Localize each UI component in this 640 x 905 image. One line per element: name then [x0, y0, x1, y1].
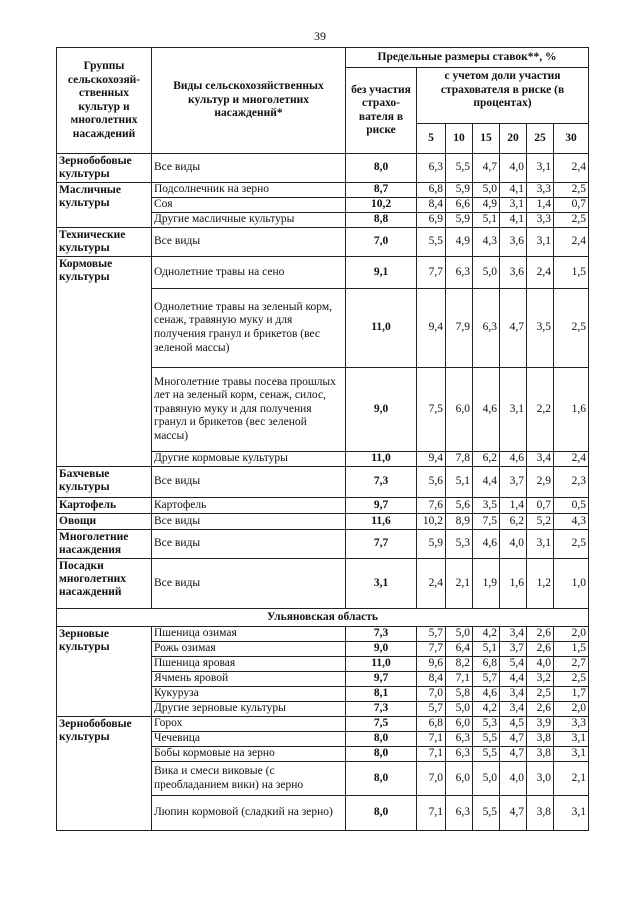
base-rate: 7,3: [346, 627, 417, 642]
rate-value: 5,1: [473, 642, 500, 657]
rate-value: 6,3: [446, 796, 473, 831]
rate-value: 6,2: [500, 514, 527, 530]
rate-value: 4,6: [500, 452, 527, 467]
rate-value: 3,1: [554, 796, 589, 831]
crop-name: Бобы кормовые на зерно: [152, 747, 346, 762]
rate-value: 3,5: [473, 498, 500, 514]
rate-value: 2,0: [554, 627, 589, 642]
crop-group-name: Бахчевые культуры: [57, 467, 152, 498]
rate-value: 4,0: [500, 154, 527, 183]
rate-value: 4,0: [527, 657, 554, 672]
rate-value: 3,8: [527, 796, 554, 831]
rate-value: 2,5: [554, 183, 589, 198]
rate-value: 2,5: [527, 687, 554, 702]
rate-value: 3,0: [527, 762, 554, 796]
rate-value: 2,4: [527, 257, 554, 289]
rate-value: 7,1: [446, 672, 473, 687]
rate-value: 2,7: [554, 657, 589, 672]
group-column-header: Группы сельскохозяй-ственных культур и многолетних насаждений: [57, 48, 152, 154]
crop-group-name: Зернобобовые культуры: [57, 717, 152, 831]
rate-value: 6,6: [446, 198, 473, 213]
rate-value: 5,5: [473, 796, 500, 831]
rate-value: 3,4: [500, 627, 527, 642]
rate-value: 3,4: [500, 702, 527, 717]
rate-value: 8,9: [446, 514, 473, 530]
rate-value: 3,1: [500, 368, 527, 452]
rate-value: 4,7: [500, 747, 527, 762]
base-rate: 11,0: [346, 452, 417, 467]
share-header: 30: [554, 124, 589, 154]
share-header: 25: [527, 124, 554, 154]
crop-name: Все виды: [152, 228, 346, 257]
share-header: 10: [446, 124, 473, 154]
table-row: [57, 530, 589, 559]
crop-name: Однолетние травы на зеленый корм, сенаж, травяную муку и для получения гранул и брикетов (вес зеленой массы): [152, 289, 346, 368]
base-rate: 7,3: [346, 702, 417, 717]
rate-value: 3,6: [500, 257, 527, 289]
crop-name: Все виды: [152, 514, 346, 530]
rate-value: 5,0: [446, 627, 473, 642]
share-header: 20: [500, 124, 527, 154]
crop-name: Картофель: [152, 498, 346, 514]
rate-value: 4,6: [473, 368, 500, 452]
rate-value: 5,9: [446, 183, 473, 198]
crop-name: Другие масличные культуры: [152, 213, 346, 228]
rate-value: 9,6: [417, 657, 446, 672]
rate-value: 2,5: [554, 530, 589, 559]
base-rate: 3,1: [346, 559, 417, 609]
rate-value: 5,9: [446, 213, 473, 228]
rate-value: 4,1: [500, 183, 527, 198]
table-row: [57, 559, 589, 609]
base-rate: 9,0: [346, 368, 417, 452]
crop-name: Все виды: [152, 559, 346, 609]
rate-value: 4,2: [473, 627, 500, 642]
rate-value: 1,5: [554, 642, 589, 657]
rate-value: 2,0: [554, 702, 589, 717]
rate-value: 3,3: [554, 717, 589, 732]
crop-group-name: Масличные культуры: [57, 183, 152, 228]
rate-value: 1,5: [554, 257, 589, 289]
rate-value: 2,1: [446, 559, 473, 609]
rate-value: 2,5: [554, 672, 589, 687]
rate-value: 7,1: [417, 796, 446, 831]
rate-value: 1,6: [500, 559, 527, 609]
with-participation-header: с учетом доли участия страхователя в риске (в процентах): [417, 68, 589, 124]
rate-value: 3,4: [527, 452, 554, 467]
rate-value: 4,9: [473, 198, 500, 213]
rate-value: 5,7: [417, 627, 446, 642]
rate-value: 2,4: [554, 452, 589, 467]
rate-value: 7,0: [417, 762, 446, 796]
rate-value: 5,7: [417, 702, 446, 717]
rate-value: 4,1: [500, 213, 527, 228]
table-row: [57, 257, 589, 289]
share-header: 15: [473, 124, 500, 154]
rate-value: 2,6: [527, 642, 554, 657]
rate-value: 2,6: [527, 702, 554, 717]
rate-value: 1,6: [554, 368, 589, 452]
crop-column-header: Виды сельскохозяйственных культур и многолетних насаждений*: [152, 48, 346, 154]
rate-value: 4,7: [473, 154, 500, 183]
table-row: [57, 154, 589, 183]
rate-value: 2,1: [554, 762, 589, 796]
base-rate: 11,6: [346, 514, 417, 530]
base-rate: 7,3: [346, 467, 417, 498]
rate-value: 6,3: [446, 732, 473, 747]
crop-group-name: Многолетние насаждения: [57, 530, 152, 559]
crop-group-name: Кормовые культуры: [57, 257, 152, 467]
rate-value: 4,3: [554, 514, 589, 530]
rate-value: 3,8: [527, 732, 554, 747]
crop-name: Подсолнечник на зерно: [152, 183, 346, 198]
rate-value: 7,8: [446, 452, 473, 467]
rate-value: 3,7: [500, 642, 527, 657]
without-participation-header: без участия страхо-вателя в риске: [346, 68, 417, 154]
base-rate: 9,0: [346, 642, 417, 657]
rate-value: 5,1: [473, 213, 500, 228]
rate-value: 1,9: [473, 559, 500, 609]
rate-value: 2,4: [417, 559, 446, 609]
rate-value: 4,7: [500, 289, 527, 368]
rate-value: 8,4: [417, 198, 446, 213]
rate-value: 3,3: [527, 183, 554, 198]
rate-value: 1,7: [554, 687, 589, 702]
base-rate: 9,7: [346, 672, 417, 687]
rate-value: 6,3: [446, 747, 473, 762]
base-rate: 8,0: [346, 762, 417, 796]
rate-value: 3,1: [527, 530, 554, 559]
crop-name: Чечевица: [152, 732, 346, 747]
rate-value: 6,8: [473, 657, 500, 672]
base-rate: 11,0: [346, 657, 417, 672]
rate-value: 5,6: [417, 467, 446, 498]
rate-value: 1,2: [527, 559, 554, 609]
rate-value: 0,7: [554, 198, 589, 213]
base-rate: 7,7: [346, 530, 417, 559]
rate-value: 7,7: [417, 642, 446, 657]
rate-value: 6,8: [417, 183, 446, 198]
rate-value: 1,4: [527, 198, 554, 213]
rate-value: 3,1: [527, 154, 554, 183]
rate-value: 3,8: [527, 747, 554, 762]
rate-value: 2,6: [527, 627, 554, 642]
crop-name: Все виды: [152, 530, 346, 559]
rate-value: 9,4: [417, 452, 446, 467]
rate-value: 4,3: [473, 228, 500, 257]
rate-value: 7,5: [473, 514, 500, 530]
rate-value: 5,5: [417, 228, 446, 257]
base-rate: 8,0: [346, 796, 417, 831]
crop-group-name: Зернобобовые культуры: [57, 154, 152, 183]
rate-value: 5,8: [446, 687, 473, 702]
rate-value: 8,2: [446, 657, 473, 672]
base-rate: 8,0: [346, 732, 417, 747]
rate-value: 7,6: [417, 498, 446, 514]
rate-value: 2,4: [554, 154, 589, 183]
rate-value: 4,4: [473, 467, 500, 498]
base-rate: 10,2: [346, 198, 417, 213]
crop-name: Другие кормовые культуры: [152, 452, 346, 467]
crop-group-name: Овощи: [57, 514, 152, 530]
table-row: [57, 627, 589, 642]
rate-value: 3,5: [527, 289, 554, 368]
rate-value: 6,0: [446, 368, 473, 452]
crop-name: Ячмень яровой: [152, 672, 346, 687]
base-rate: 9,1: [346, 257, 417, 289]
rate-value: 4,6: [473, 530, 500, 559]
table-row: [57, 498, 589, 514]
rate-value: 6,0: [446, 762, 473, 796]
base-rate: 11,0: [346, 289, 417, 368]
rate-value: 5,5: [446, 154, 473, 183]
base-rate: 8,7: [346, 183, 417, 198]
rate-value: 5,5: [473, 732, 500, 747]
rate-value: 4,9: [446, 228, 473, 257]
region-row: [57, 609, 589, 627]
rate-value: 7,5: [417, 368, 446, 452]
insurance-rate-table: [56, 47, 589, 831]
table-row: [57, 717, 589, 732]
rate-value: 6,9: [417, 213, 446, 228]
base-rate: 8,0: [346, 747, 417, 762]
page-number: 39: [314, 29, 326, 43]
table-row: [57, 467, 589, 498]
crop-name: Рожь озимая: [152, 642, 346, 657]
rate-value: 3,1: [500, 198, 527, 213]
rate-value: 5,3: [446, 530, 473, 559]
base-rate: 8,8: [346, 213, 417, 228]
rate-value: 4,0: [500, 762, 527, 796]
rate-value: 6,2: [473, 452, 500, 467]
rate-value: 2,4: [554, 228, 589, 257]
rate-value: 10,2: [417, 514, 446, 530]
rate-value: 6,3: [417, 154, 446, 183]
table-row: [57, 183, 589, 198]
crop-name: Пшеница озимая: [152, 627, 346, 642]
rate-value: 3,3: [527, 213, 554, 228]
rate-value: 0,5: [554, 498, 589, 514]
rate-value: 8,4: [417, 672, 446, 687]
base-rate: 7,0: [346, 228, 417, 257]
rate-value: 5,0: [473, 257, 500, 289]
crop-name: Горох: [152, 717, 346, 732]
crop-group-name: Посадки многолетних насаждений: [57, 559, 152, 609]
rate-value: 5,7: [473, 672, 500, 687]
rate-value: 7,1: [417, 732, 446, 747]
rate-value: 0,7: [527, 498, 554, 514]
rate-value: 4,6: [473, 687, 500, 702]
rate-value: 5,6: [446, 498, 473, 514]
crop-name: Соя: [152, 198, 346, 213]
crop-name: Люпин кормовой (сладкий на зерно): [152, 796, 346, 831]
rate-value: 3,4: [500, 687, 527, 702]
rate-value: 7,9: [446, 289, 473, 368]
rate-value: 2,5: [554, 289, 589, 368]
rate-value: 4,2: [473, 702, 500, 717]
rate-value: 3,2: [527, 672, 554, 687]
rate-value: 3,1: [527, 228, 554, 257]
crop-name: Кукуруза: [152, 687, 346, 702]
rate-value: 5,0: [473, 183, 500, 198]
rate-value: 6,0: [446, 717, 473, 732]
rate-value: 5,1: [446, 467, 473, 498]
rate-value: 4,0: [500, 530, 527, 559]
crop-name: Другие зерновые культуры: [152, 702, 346, 717]
region-title: Ульяновская область: [57, 609, 589, 627]
base-rate: 9,7: [346, 498, 417, 514]
crop-name: Многолетние травы посева прошлых лет на зеленый корм, сенаж, силос, травяную муку и для получения гранул и брикетов (вес зеленой массы): [152, 368, 346, 452]
base-rate: 8,1: [346, 687, 417, 702]
rate-value: 6,3: [473, 289, 500, 368]
rate-value: 4,7: [500, 796, 527, 831]
rate-value: 4,7: [500, 732, 527, 747]
rate-value: 1,4: [500, 498, 527, 514]
rate-value: 2,3: [554, 467, 589, 498]
rate-value: 4,5: [500, 717, 527, 732]
rate-value: 7,0: [417, 687, 446, 702]
rate-value: 5,5: [473, 747, 500, 762]
base-rate: 7,5: [346, 717, 417, 732]
crop-group-name: Зерновые культуры: [57, 627, 152, 717]
share-header: 5: [417, 124, 446, 154]
crop-group-name: Технические культуры: [57, 228, 152, 257]
rate-value: 3,9: [527, 717, 554, 732]
crop-name: Пшеница яровая: [152, 657, 346, 672]
rate-value: 5,0: [473, 762, 500, 796]
rate-value: 2,9: [527, 467, 554, 498]
rate-value: 4,4: [500, 672, 527, 687]
rate-value: 3,7: [500, 467, 527, 498]
crop-name: Все виды: [152, 467, 346, 498]
rate-value: 7,1: [417, 747, 446, 762]
rate-value: 9,4: [417, 289, 446, 368]
crop-name: Однолетние травы на сено: [152, 257, 346, 289]
base-rate: 8,0: [346, 154, 417, 183]
rate-value: 5,0: [446, 702, 473, 717]
rate-value: 5,4: [500, 657, 527, 672]
rate-value: 5,2: [527, 514, 554, 530]
crop-name: Вика и смеси виковые (с преобладанием вики) на зерно: [152, 762, 346, 796]
rate-value: 6,8: [417, 717, 446, 732]
rate-value: 1,0: [554, 559, 589, 609]
rate-value: 6,3: [446, 257, 473, 289]
table-row: [57, 228, 589, 257]
rate-value: 3,6: [500, 228, 527, 257]
rate-value: 5,3: [473, 717, 500, 732]
table-row: [57, 514, 589, 530]
rate-value: 2,2: [527, 368, 554, 452]
limits-column-header: Предельные размеры ставок**, %: [346, 48, 589, 68]
rate-value: 7,7: [417, 257, 446, 289]
crop-group-name: Картофель: [57, 498, 152, 514]
rate-value: 5,9: [417, 530, 446, 559]
rate-value: 6,4: [446, 642, 473, 657]
rate-value: 2,5: [554, 213, 589, 228]
rate-value: 3,1: [554, 747, 589, 762]
crop-name: Все виды: [152, 154, 346, 183]
rate-value: 3,1: [554, 732, 589, 747]
